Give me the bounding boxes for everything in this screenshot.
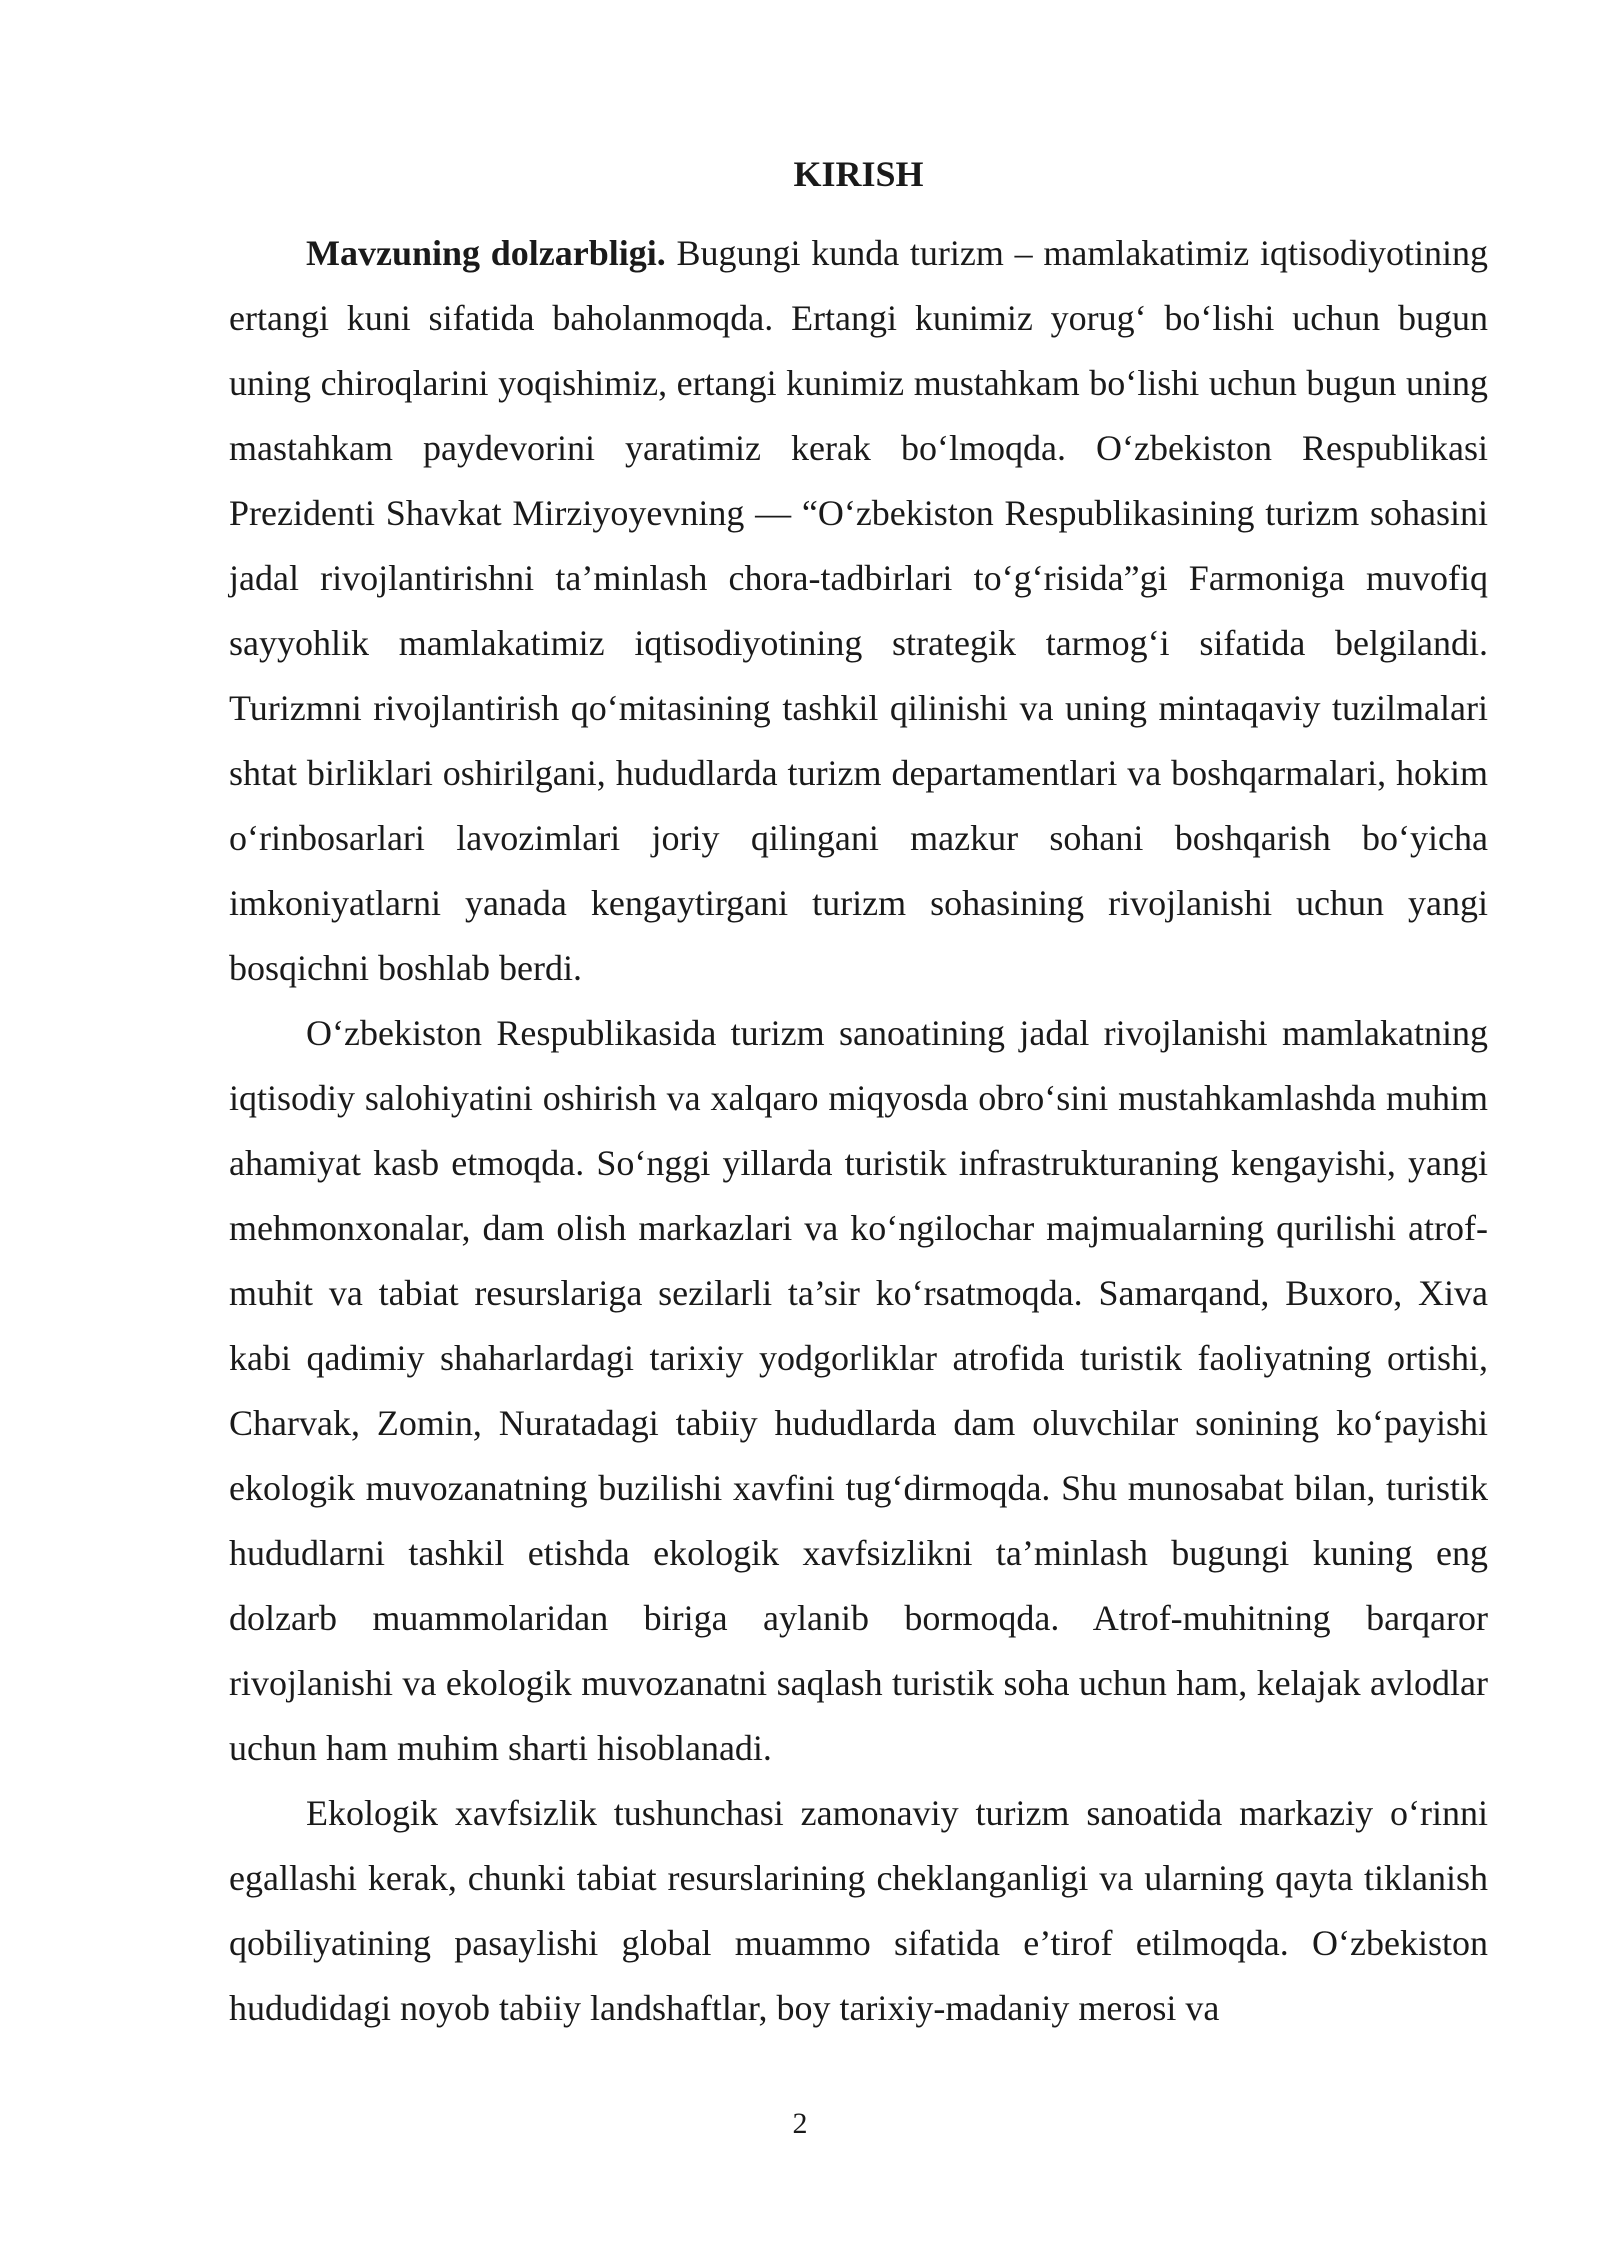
section-title: KIRISH: [793, 154, 924, 194]
paragraph-lead: Mavzuning dolzarbligi.: [306, 233, 666, 273]
page-number: 2: [792, 2107, 808, 2140]
paragraph-text: O‘zbekiston Respublikasida turizm sanoatining jadal rivojlanishi mamlakatning iqtisodiy salohiyatini oshirish va xalqaro miqyosda obro‘sini mustahkamlashda muhim ahamiyat kasb etmoqda. So‘nggi yillarda turistik infrastrukturaning kengayishi, yangi mehmonxonalar, dam olish markazlari va ko‘ngilochar majmualarning qurilishi atrof-muhit va tabiat resurslariga sezilarli ta’sir ko‘rsatmoqda. Samarqand, Buxoro, Xiva kabi qadimiy shaharlardagi tarixiy yodgorliklar atrofida turistik faoliyatning ortishi, Charvak, Zomin, Nuratadagi tabiiy hududlarda dam oluvchilar sonining ko‘payishi ekologik muvozanatning buzilishi xavfini tug‘dirmoqda. Shu munosabat bilan, turistik hududlarni tashkil etishda ekologik xavfsizlikni ta’minlash bugungi kuning eng dolzarb muammolaridan biriga aylanib bormoqda. Atrof-muhitning barqaror rivojlanishi va ekologik muvozanatni saqlash turistik soha uchun ham, kelajak avlodlar uchun ham muhim sharti hisoblanadi.: [229, 1013, 1488, 1768]
paragraph-ecological-safety: [229, 1781, 1488, 2041]
document-body: [229, 142, 1488, 2041]
paragraph-text: Bugungi kunda turizm – mamlakatimiz iqtisodiyotining ertangi kuni sifatida baholanmoqda. Ertangi kunimiz yorug‘ bo‘lishi uchun bugun uning chiroqlarini yoqishimiz, ertangi kunimiz mustahkam bo‘lishi uchun bugun uning mastahkam paydevorini yaratimiz kerak bo‘lmoqda. O‘zbekiston Respublikasi Prezidenti Shavkat Mirziyoyevning — “O‘zbekiston Respublikasining turizm sohasini jadal rivojlantirishni ta’minlash chora-tadbirlari to‘g‘risida”gi Farmoniga muvofiq sayyohlik mamlakatimiz iqtisodiyotining strategik tarmog‘i sifatida belgilandi. Turizmni rivojlantirish qo‘mitasining tashkil qilinishi va uning mintaqaviy tuzilmalari shtat birliklari oshirilgani, hududlarda turizm departamentlari va boshqarmalari, hokim o‘rinbosarlari lavozimlari joriy qilingani mazkur sohani boshqarish bo‘yicha imkoniyatlarni yanada kengaytirgani turizm sohasining rivojlanishi uchun yangi bosqichni boshlab berdi.: [229, 233, 1489, 988]
paragraph-relevance: [229, 221, 1488, 1001]
paragraph-tourism-industry: [229, 1001, 1488, 1781]
paragraph-text: Ekologik xavfsizlik tushunchasi zamonaviy turizm sanoatida markaziy o‘rinni egallashi kerak, chunki tabiat resurslarining cheklanganligi va ularning qayta tiklanish qobiliyatining pasaylishi global muammo sifatida e’tirof etilmoqda. O‘zbekiston hududidagi noyob tabiiy landshaftlar, boy tarixiy-madaniy merosi va: [229, 1793, 1488, 2028]
